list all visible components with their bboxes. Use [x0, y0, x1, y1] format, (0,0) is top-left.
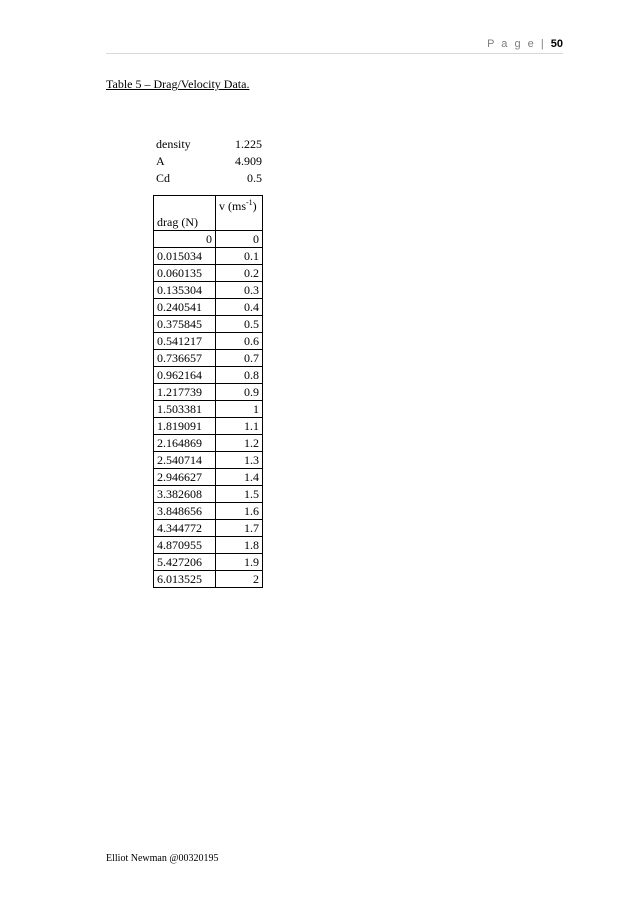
table-row: [154, 537, 263, 554]
table-row: [154, 248, 263, 265]
table-row: [154, 384, 263, 401]
table-row: [154, 452, 263, 469]
velocity-cell: 1.4: [216, 469, 263, 486]
drag-cell: 0.060135: [154, 265, 216, 282]
drag-column-header: drag (N): [154, 196, 216, 231]
velocity-header-close: ): [252, 199, 257, 213]
table-row: [154, 418, 263, 435]
velocity-cell: 0.7: [216, 350, 263, 367]
velocity-cell: 1.5: [216, 486, 263, 503]
velocity-header-exponent: -1: [246, 198, 253, 207]
drag-cell: 0.541217: [154, 333, 216, 350]
parameters-table: [156, 136, 262, 187]
parameter-row: [156, 136, 262, 153]
drag-cell: 2.946627: [154, 469, 216, 486]
parameter-value: 0.5: [247, 171, 262, 185]
drag-cell: 4.344772: [154, 520, 216, 537]
page-footer: Elliot Newman @00320195: [106, 853, 219, 864]
drag-cell: 0.135304: [154, 282, 216, 299]
table-row: [154, 401, 263, 418]
table-row: [154, 316, 263, 333]
velocity-cell: 0: [216, 231, 263, 248]
table-row: [154, 350, 263, 367]
drag-cell: 1.503381: [154, 401, 216, 418]
page-separator: |: [540, 38, 546, 50]
table-row: [154, 469, 263, 486]
velocity-cell: 1: [216, 401, 263, 418]
table-row: [154, 571, 263, 588]
velocity-column-header: [216, 196, 263, 231]
table-caption: Table 5 – Drag/Velocity Data.: [106, 77, 250, 91]
drag-cell: 3.382608: [154, 486, 216, 503]
drag-velocity-table: [153, 195, 263, 588]
table-row: [154, 503, 263, 520]
velocity-cell: 0.1: [216, 248, 263, 265]
table-row: [154, 554, 263, 571]
table-row: [154, 265, 263, 282]
velocity-cell: 0.5: [216, 316, 263, 333]
table-row: [154, 520, 263, 537]
velocity-cell: 2: [216, 571, 263, 588]
drag-cell: 6.013525: [154, 571, 216, 588]
page-header: [487, 38, 563, 50]
velocity-cell: 0.9: [216, 384, 263, 401]
drag-cell: 0.240541: [154, 299, 216, 316]
velocity-cell: 0.6: [216, 333, 263, 350]
velocity-cell: 1.7: [216, 520, 263, 537]
drag-cell: 5.427206: [154, 554, 216, 571]
velocity-cell: 0.4: [216, 299, 263, 316]
velocity-cell: 1.3: [216, 452, 263, 469]
table-row: [154, 486, 263, 503]
table-row: [154, 282, 263, 299]
velocity-cell: 0.2: [216, 265, 263, 282]
drag-cell: 0.015034: [154, 248, 216, 265]
table-row: [154, 299, 263, 316]
table-header-row: [154, 196, 263, 231]
parameter-row: [156, 170, 262, 187]
drag-cell: 0.962164: [154, 367, 216, 384]
page-number: 50: [550, 38, 563, 50]
table-row: [154, 435, 263, 452]
table-row: [154, 367, 263, 384]
parameter-label: Cd: [156, 171, 171, 185]
parameter-label: density: [156, 137, 191, 151]
header-divider: [106, 53, 563, 54]
parameter-row: [156, 153, 262, 170]
drag-cell: 3.848656: [154, 503, 216, 520]
drag-cell: 2.164869: [154, 435, 216, 452]
parameter-value: 4.909: [235, 154, 262, 168]
velocity-header-text: v (ms: [219, 199, 246, 213]
velocity-cell: 0.3: [216, 282, 263, 299]
velocity-cell: 1.1: [216, 418, 263, 435]
parameter-label: A: [156, 154, 165, 168]
page-label: P a g e: [487, 38, 536, 50]
drag-cell: 0.375845: [154, 316, 216, 333]
velocity-cell: 0.8: [216, 367, 263, 384]
drag-cell: 0: [154, 231, 216, 248]
drag-cell: 0.736657: [154, 350, 216, 367]
velocity-cell: 1.2: [216, 435, 263, 452]
drag-cell: 1.217739: [154, 384, 216, 401]
velocity-cell: 1.6: [216, 503, 263, 520]
velocity-cell: 1.8: [216, 537, 263, 554]
drag-cell: 2.540714: [154, 452, 216, 469]
drag-cell: 1.819091: [154, 418, 216, 435]
table-row: [154, 333, 263, 350]
parameter-value: 1.225: [235, 137, 262, 151]
table-row: [154, 231, 263, 248]
velocity-cell: 1.9: [216, 554, 263, 571]
drag-cell: 4.870955: [154, 537, 216, 554]
